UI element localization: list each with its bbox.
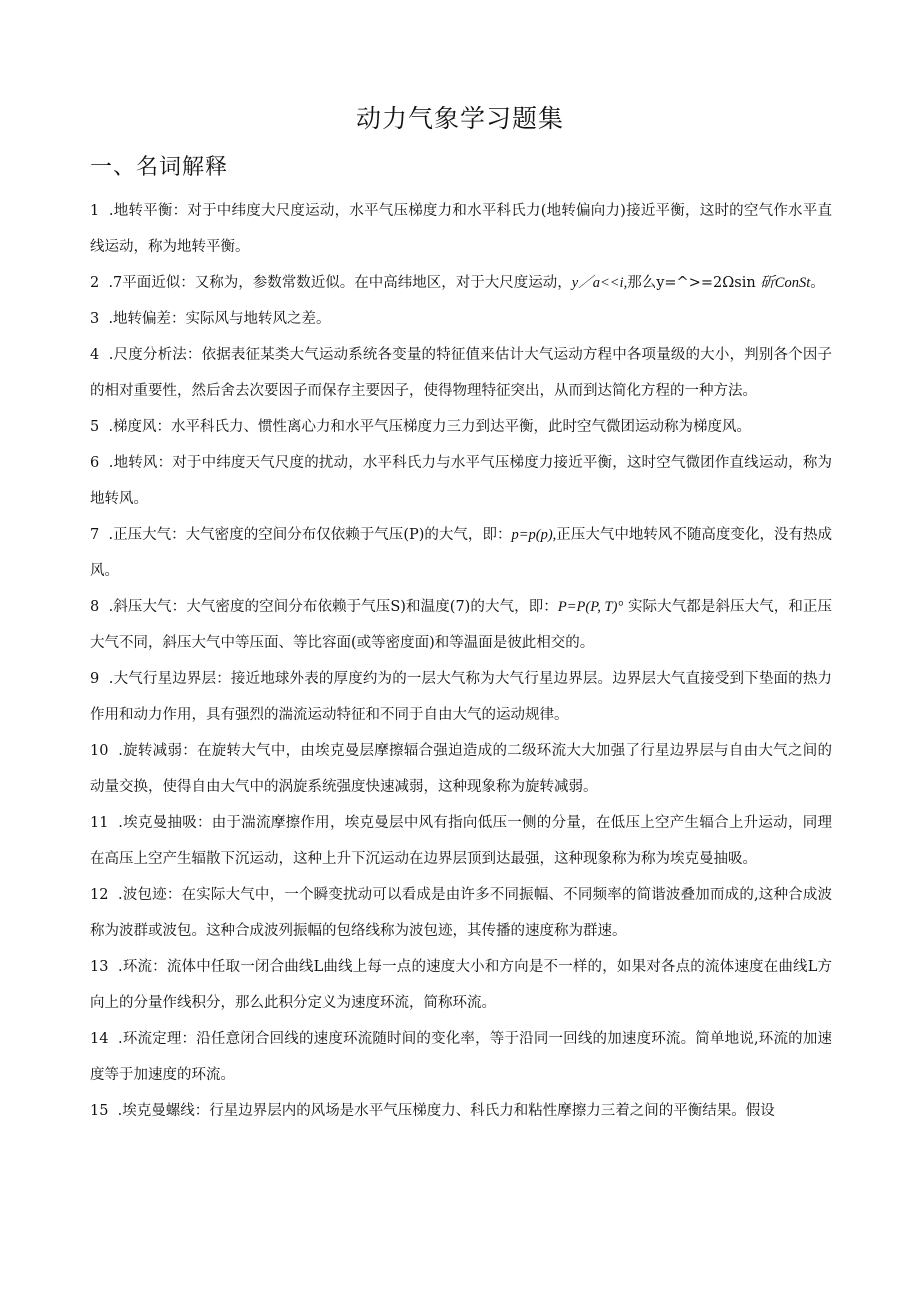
item-text: .埃克曼螺线：行星边界层内的风场是水平气压梯度力、科氏力和粘性摩擦力三着之间的平衡结果。假设: [117, 1103, 775, 1119]
item-number: 11: [90, 815, 109, 831]
item-text: .地转平衡：对于中纬度大尺度运动，水平气压梯度力和水平科氏力(地转偏向力)接近平衡，这时的空气作水平直线运动，称为地转平衡。: [90, 203, 833, 255]
item-formula: P=P(P, T)°: [557, 599, 624, 615]
item-number: 7: [90, 527, 100, 543]
document-title: 动力气象学习题集: [355, 104, 564, 133]
item-number: 1: [90, 203, 100, 219]
item-text: .尺度分析法：依据表征某类大气运动系统各变量的特征值来估计大气运动方程中各项量级的大小，判别各个因子的相对重要性，然后舍去次要因子而保存主要因子，使得物理特征突出，从而到达简化方程的一种方法。: [90, 347, 833, 399]
item-text-continued: 正压大气中地转风不随高度变化，没有热成风。: [90, 527, 833, 579]
item-text: .环流：流体中任取一闭合曲线L曲线上每一点的速度大小和方向是不一样的，如果对各点的流体速度在曲线L方向上的分量作线积分，那么此积分定义为速度环流，简称环流。: [90, 959, 832, 1011]
item-number: 6: [90, 455, 100, 471]
definition-item-12: [90, 877, 832, 949]
definition-item-15: [90, 1093, 832, 1129]
item-number: 12: [90, 887, 109, 903]
definition-item-3: [90, 301, 832, 337]
definition-item-9: [90, 661, 832, 733]
item-text: .7平面近似：又称为，参数常数近似。在中高纬地区，对于大尺度运动，: [108, 275, 572, 291]
definition-item-7: [90, 517, 832, 589]
item-number: 3: [90, 311, 100, 327]
item-text: .地转偏差：实际风与地转风之差。: [108, 311, 331, 327]
item-text: .大气行星边界层：接近地球外表的厚度约为的一层大气称为大气行星边界层。边界层大气直接受到下垫面的热力作用和动力作用，具有强烈的湍流运动特征和不同于自由大气的运动规律。: [90, 671, 833, 723]
definition-item-1: [90, 193, 832, 265]
definition-item-2: [90, 265, 832, 301]
item-number: 2: [90, 275, 100, 291]
item-number: 14: [90, 1031, 109, 1047]
item-text-end: 。: [810, 275, 825, 291]
definition-item-6: [90, 445, 832, 517]
item-text: .波包迹：在实际大气中，一个瞬变扰动可以看成是由许多不同振幅、不同频率的简谐波叠加而成的,这种合成波称为波群或波包。这种合成波列振幅的包络线称为波包迹，其传播的速度称为群速。: [90, 887, 832, 939]
definition-item-8: [90, 589, 832, 661]
item-number: 10: [90, 743, 109, 759]
item-number: 5: [90, 419, 100, 435]
item-number: 13: [90, 959, 109, 975]
item-text-continued: 那么y=^>=2Ωsin: [627, 275, 756, 291]
definition-item-11: [90, 805, 832, 877]
item-text-continued: 实际大气都是斜压大气，和正压大气不同，斜压大气中等压面、等比容面(或等密度面)和等温面是彼此相交的。: [90, 599, 833, 651]
definition-list: [90, 193, 832, 1129]
definition-item-13: [90, 949, 832, 1021]
item-text: .斜压大气：大气密度的空间分布依赖于气压S)和温度(7)的大气，即：: [108, 599, 558, 615]
definition-item-10: [90, 733, 832, 805]
item-text: .梯度风：水平科氏力、惯性离心力和水平气压梯度力三力到达平衡，此时空气微团运动称为梯度风。: [108, 419, 752, 435]
item-formula: y／a<<i,: [571, 275, 628, 291]
item-text: .正压大气：大气密度的空间分布仅依赖于气压(P)的大气，即：: [108, 527, 512, 543]
item-text: .环流定理：沿任意闭合回线的速度环流随时间的变化率，等于沿同一回线的加速度环流。简单地说,环流的加速度等于加速度的环流。: [90, 1031, 832, 1083]
definition-item-4: [90, 337, 832, 409]
definition-item-14: [90, 1021, 832, 1093]
item-text: .地转风：对于中纬度天气尺度的扰动，水平科氏力与水平气压梯度力接近平衡，这时空气微团作直线运动，称为地转风。: [90, 455, 833, 507]
item-formula-2: 斫ConSt: [760, 275, 811, 291]
item-number: 4: [90, 347, 100, 363]
item-number: 9: [90, 671, 100, 687]
item-number: 8: [90, 599, 100, 615]
item-text: .旋转减弱：在旋转大气中，由埃克曼层摩擦辐合强迫造成的二级环流大大加强了行星边界层与自由大气之间的动量交换，使得自由大气中的涡旋系统强度快速减弱，这种现象称为旋转减弱。: [90, 743, 833, 795]
item-text: .埃克曼抽吸：由于湍流摩擦作用，埃克曼层中风有指向低压一侧的分量，在低压上空产生辐合上升运动，同理在高压上空产生辐散下沉运动，这种上升下沉运动在边界层顶到达最强，这种现象称为称为埃克曼抽吸。: [90, 815, 833, 867]
section-heading: 一、名词解释: [90, 155, 229, 180]
item-number: 15: [90, 1103, 109, 1119]
item-formula: p=p(p),: [511, 527, 557, 543]
definition-item-5: [90, 409, 832, 445]
